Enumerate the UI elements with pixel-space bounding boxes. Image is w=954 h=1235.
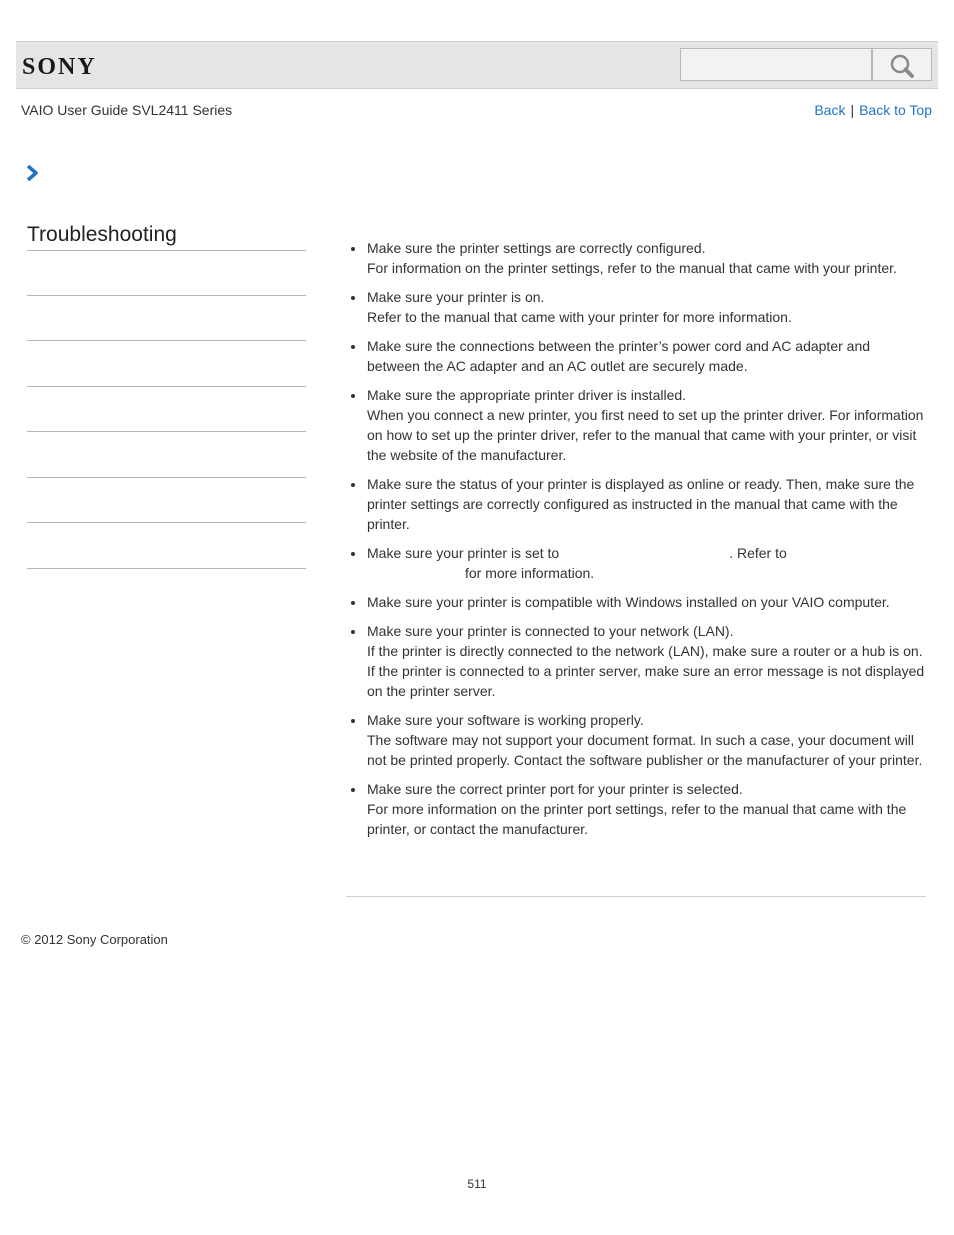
item-text: For information on the printer settings, refer to the manual that came with your printer. bbox=[367, 260, 897, 276]
item-text: Make sure the correct printer port for your printer is selected. bbox=[367, 781, 743, 797]
item-text: Refer to the manual that came with your printer for more information. bbox=[367, 309, 792, 325]
list-item bbox=[345, 710, 925, 770]
sidebar-divider bbox=[27, 568, 306, 569]
item-text: The software may not support your document format. In such a case, your document will not be printed properly. Contact the software publisher or the manufacturer of your printer. bbox=[367, 732, 923, 768]
list-item bbox=[345, 592, 925, 612]
magnifier-icon bbox=[888, 53, 916, 79]
item-text: . Refer to bbox=[729, 545, 787, 561]
item-text: Make sure your printer is set to bbox=[367, 545, 560, 561]
list-item bbox=[345, 336, 925, 376]
copyright: © 2012 Sony Corporation bbox=[21, 932, 168, 947]
page-number: 511 bbox=[467, 1177, 487, 1191]
guide-title: VAIO User Guide SVL2411 Series bbox=[21, 102, 233, 118]
header-bar bbox=[16, 41, 938, 89]
list-item bbox=[345, 621, 925, 701]
list-item bbox=[345, 385, 925, 465]
sidebar-title: Troubleshooting bbox=[27, 222, 306, 251]
item-text: Make sure your software is working properly. bbox=[367, 712, 644, 728]
item-text: for more information. bbox=[465, 565, 595, 581]
back-to-top-link[interactable]: Back to Top bbox=[859, 102, 932, 118]
sony-logo: SONY bbox=[22, 54, 97, 80]
item-text: Make sure your printer is connected to your network (LAN). bbox=[367, 623, 734, 639]
troubleshooting-list bbox=[345, 238, 925, 848]
item-text: Make sure your printer is compatible with Windows installed on your VAIO computer. bbox=[367, 594, 890, 610]
item-text: For more information on the printer port settings, refer to the manual that came with the printer, or contact the manufacturer. bbox=[367, 801, 907, 837]
sidebar-divider bbox=[27, 340, 306, 341]
item-text: If the printer is connected to a printer server, make sure an error message is not displayed on the printer server. bbox=[367, 663, 925, 699]
back-link[interactable]: Back bbox=[814, 102, 846, 118]
search-button[interactable] bbox=[872, 48, 932, 81]
item-text: If the printer is directly connected to the network (LAN), make sure a router or a hub is on. bbox=[367, 643, 923, 659]
link-separator: | bbox=[850, 102, 855, 118]
list-item bbox=[345, 287, 925, 327]
sidebar-divider bbox=[27, 522, 306, 523]
search-input[interactable] bbox=[680, 48, 872, 81]
chevron-right-icon[interactable] bbox=[26, 165, 40, 181]
sidebar-divider bbox=[27, 477, 306, 478]
list-item bbox=[345, 474, 925, 534]
top-links bbox=[814, 102, 932, 118]
item-text: Make sure your printer is on. bbox=[367, 289, 545, 305]
item-text: Make sure the status of your printer is displayed as online or ready. Then, make sure the printer settings are correctly configured as instructed in the manual that came with the printer. bbox=[367, 476, 915, 532]
content-divider bbox=[346, 896, 926, 897]
item-text: When you connect a new printer, you first need to set up the printer driver. For information on how to set up the printer driver, refer to the manual that came with your printer, or visit the website of the manufacturer. bbox=[367, 407, 924, 463]
list-item bbox=[345, 238, 925, 278]
item-text: Make sure the connections between the printer’s power cord and AC adapter and between the AC adapter and an AC outlet are securely made. bbox=[367, 338, 871, 374]
item-text: Make sure the printer settings are correctly configured. bbox=[367, 240, 706, 256]
sidebar-divider bbox=[27, 386, 306, 387]
sidebar-divider bbox=[27, 295, 306, 296]
item-text: Make sure the appropriate printer driver is installed. bbox=[367, 387, 687, 403]
list-item bbox=[345, 543, 925, 583]
list-item bbox=[345, 779, 925, 839]
sidebar-divider bbox=[27, 431, 306, 432]
